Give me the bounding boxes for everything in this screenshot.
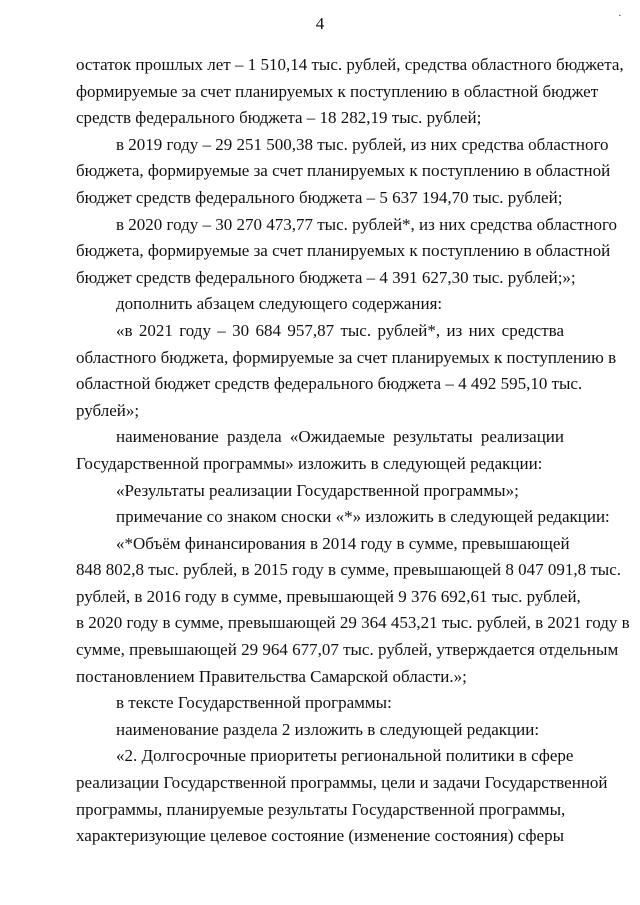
- text-line: дополнить абзацем следующего содержания:: [116, 294, 443, 314]
- text-line: «Результаты реализации Государственной программы»;: [116, 480, 519, 500]
- text-line: формируемые за счет планируемых к поступлению в областной бюджет: [76, 81, 599, 101]
- text-line: остаток прошлых лет – 1 510,14 тыс. рублей, средства областного бюджета,: [76, 55, 624, 74]
- text-line: примечание со знаком сноски «*» изложить в следующей редакции:: [116, 507, 610, 527]
- text-line: бюджета, формируемые за счет планируемых к поступлению в областной: [76, 241, 611, 261]
- text-line: постановлением Правительства Самарской области.»;: [76, 666, 467, 686]
- text-line: в 2020 году – 30 270 473,77 тыс. рублей*, из них средства областного: [116, 214, 618, 234]
- text-line: областной бюджет средств федерального бюджета – 4 492 595,10 тыс.: [76, 374, 583, 394]
- text-line: в 2020 году в сумме, превышающей 29 364 453,21 тыс. рублей, в 2021 году в: [76, 613, 630, 633]
- text-line: в 2019 году – 29 251 500,38 тыс. рублей, из них средства областного: [116, 134, 609, 154]
- text-line: сумме, превышающей 29 964 677,07 тыс. рублей, утверждается отдельным: [76, 640, 619, 660]
- text-line: областного бюджета, формируемые за счет планируемых к поступлению в: [76, 347, 617, 367]
- text-line: наименование раздела «Ожидаемые результаты реализации: [116, 427, 564, 447]
- text-line: Государственной программы» изложить в следующей редакции:: [76, 453, 543, 473]
- document-body: [76, 52, 630, 850]
- text-line: программы, планируемые результаты Государственной программы,: [76, 799, 566, 819]
- text-line: «2. Долгосрочные приоритеты региональной политики в сфере: [116, 746, 574, 766]
- text-line: бюджета, формируемые за счет планируемых к поступлению в областной: [76, 161, 611, 181]
- text-line: реализации Государственной программы, цели и задачи Государственной: [76, 773, 608, 793]
- text-line: бюджет средств федерального бюджета – 5 637 194,70 тыс. рублей;: [76, 187, 563, 207]
- text-line: бюджет средств федерального бюджета – 4 391 627,30 тыс. рублей;»;: [76, 267, 576, 287]
- text-line: 848 802,8 тыс. рублей, в 2015 году в сумме, превышающей 8 047 091,8 тыс.: [76, 560, 622, 580]
- corner-mark: ·: [618, 10, 622, 22]
- text-line: рублей»;: [76, 400, 140, 420]
- text-line: «*Объём финансирования в 2014 году в сумме, превышающей: [116, 533, 570, 553]
- page-number: 4: [315, 14, 325, 33]
- text-line: в тексте Государственной программы:: [116, 693, 392, 713]
- text-line: наименование раздела 2 изложить в следующей редакции:: [116, 719, 540, 739]
- text-line: рублей, в 2016 году в сумме, превышающей 9 376 692,61 тыс. рублей,: [76, 586, 581, 606]
- text-line: характеризующие целевое состояние (изменение состояния) сферы: [76, 826, 564, 846]
- text-line: средств федерального бюджета – 18 282,19 тыс. рублей;: [76, 108, 482, 128]
- text-line: «в 2021 году – 30 684 957,87 тыс. рублей*, из них средства: [116, 320, 564, 340]
